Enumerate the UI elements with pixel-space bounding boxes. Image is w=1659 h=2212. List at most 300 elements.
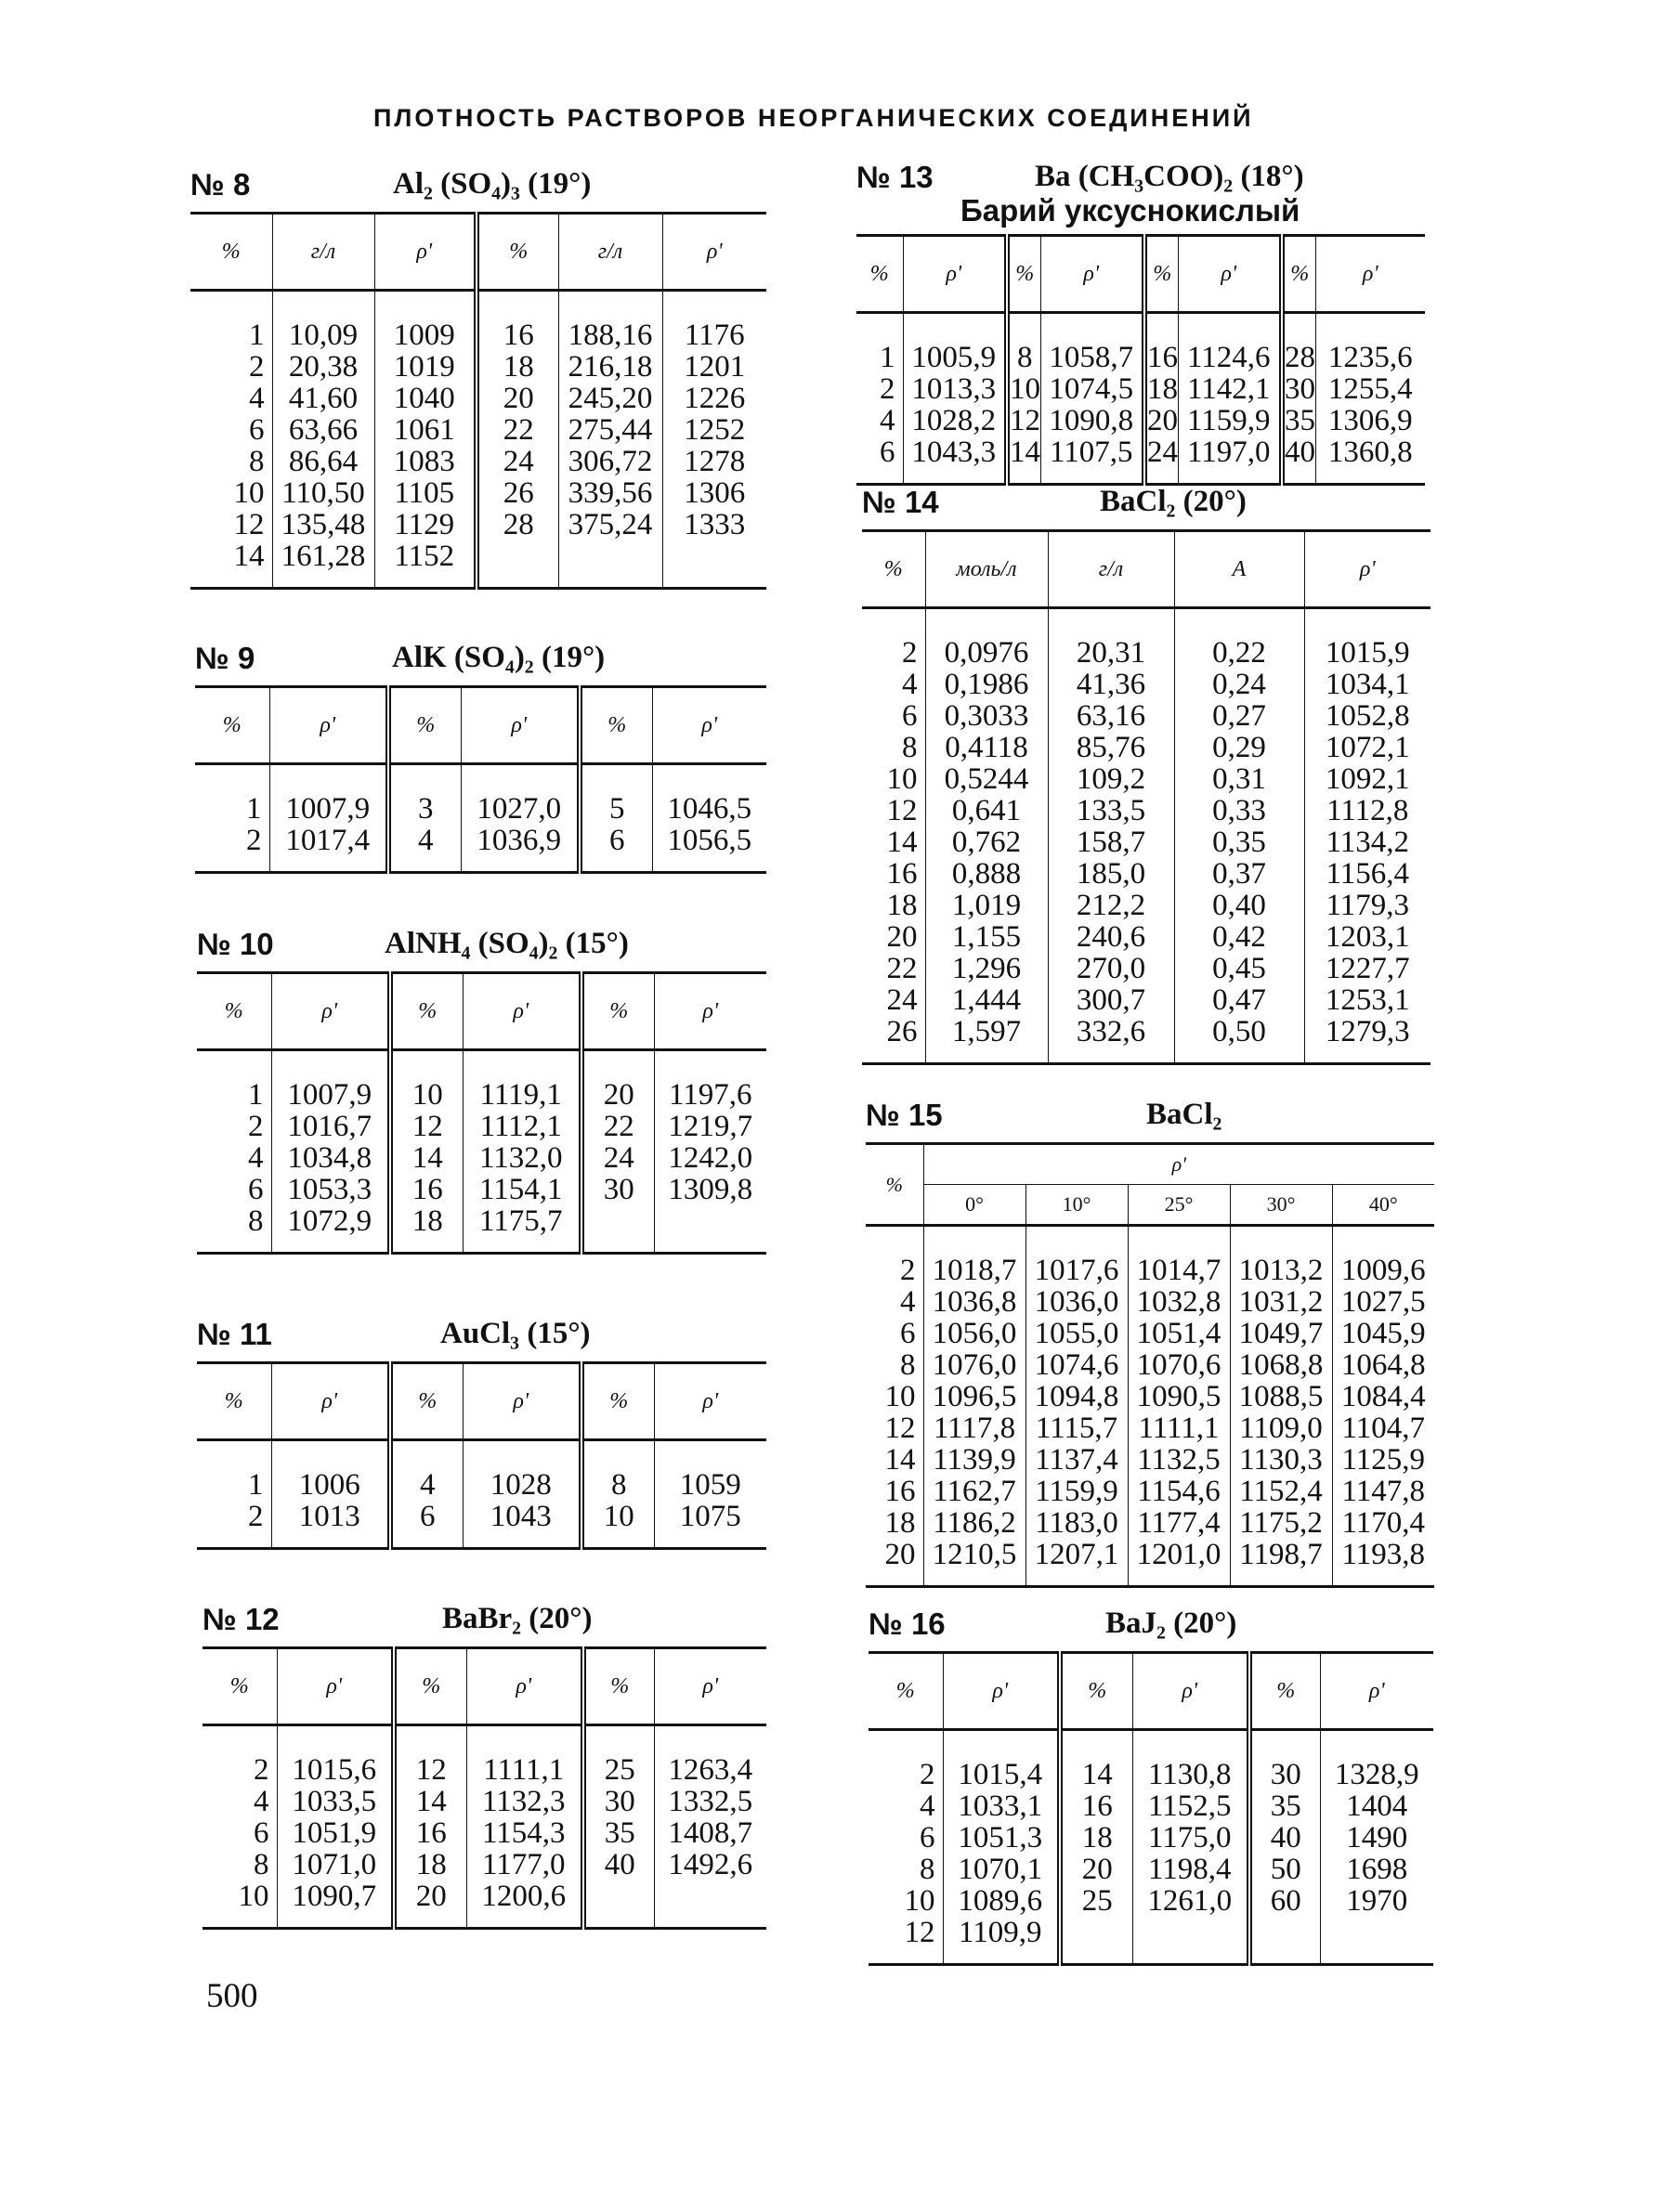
table-15-block bbox=[866, 1098, 1434, 1588]
spacer-cell bbox=[195, 856, 269, 873]
table-row bbox=[862, 984, 1430, 1016]
value-cell: 86,64 bbox=[272, 446, 374, 477]
value-cell: 1045,9 bbox=[1332, 1318, 1434, 1349]
table-row bbox=[862, 1016, 1430, 1047]
spacer-cell bbox=[1132, 1948, 1249, 1965]
table-bottom-rule bbox=[190, 572, 766, 589]
value-cell: 1006 bbox=[271, 1440, 390, 1502]
table-row bbox=[866, 1318, 1434, 1349]
spacer-cell bbox=[269, 856, 388, 873]
spacer-cell bbox=[1048, 1047, 1174, 1064]
value-cell: 24 bbox=[477, 446, 558, 477]
percent-cell: 6 bbox=[248, 1173, 264, 1206]
compound-formula: BaBr₂ (20°) bbox=[442, 1602, 593, 1635]
value-cell: 1176 bbox=[662, 291, 766, 352]
spacer-cell bbox=[925, 1047, 1048, 1064]
table-row bbox=[190, 291, 766, 352]
value-cell: 1154,3 bbox=[466, 1817, 583, 1849]
table-number: № 16 bbox=[869, 1607, 946, 1641]
value-cell: 28 bbox=[477, 509, 558, 540]
value-cell: 16 bbox=[390, 1174, 463, 1205]
spacer-cell bbox=[477, 572, 558, 589]
header-cell: % bbox=[202, 1648, 277, 1725]
value-cell: 5 bbox=[580, 764, 652, 826]
table-number: № 14 bbox=[862, 485, 939, 519]
spacer-cell bbox=[654, 1532, 766, 1549]
value-cell: 1071,0 bbox=[277, 1849, 394, 1880]
percent-cell: 6 bbox=[920, 1821, 935, 1854]
value-cell: 1072,1 bbox=[1304, 732, 1430, 763]
value-cell: 339,56 bbox=[558, 477, 662, 509]
value-cell: 3 bbox=[388, 764, 461, 826]
value-cell: 1083 bbox=[374, 446, 477, 477]
percent-cell: 2 bbox=[880, 372, 895, 406]
compound-formula: Al₂ (SO₄)₃ (19°) bbox=[393, 167, 592, 201]
spacer-cell bbox=[856, 468, 903, 485]
table-bottom-rule bbox=[195, 856, 766, 873]
value-cell: 1492,6 bbox=[654, 1849, 766, 1880]
value-cell: 1016,7 bbox=[271, 1111, 390, 1142]
value-cell: 1152,4 bbox=[1230, 1476, 1332, 1507]
value-cell: 1203,1 bbox=[1304, 921, 1430, 953]
compound-formula: BaJ₂ (20°) bbox=[1105, 1607, 1237, 1640]
page-running-header: ПЛОТНОСТЬ РАСТВОРОВ НЕОРГАНИЧЕСКИХ СОЕДИНЕНИЙ bbox=[373, 104, 1254, 132]
spacer-cell bbox=[1315, 468, 1425, 485]
value-cell bbox=[1320, 1917, 1433, 1948]
percent-cell: 10 bbox=[238, 1880, 269, 1913]
table-row bbox=[862, 953, 1430, 984]
value-cell: 1051,4 bbox=[1128, 1318, 1230, 1349]
table-row bbox=[866, 1444, 1434, 1476]
value-cell: 1094,8 bbox=[1025, 1381, 1128, 1412]
value-cell: 0,50 bbox=[1174, 1016, 1304, 1047]
value-cell: 1201,0 bbox=[1128, 1539, 1230, 1570]
spacer-cell bbox=[1178, 468, 1282, 485]
density-table-14 bbox=[862, 529, 1430, 1065]
spacer-cell bbox=[652, 856, 766, 873]
table-9-block bbox=[195, 641, 766, 874]
value-cell: 1242,0 bbox=[654, 1142, 766, 1174]
value-cell: 306,72 bbox=[558, 446, 662, 477]
value-cell: 0,33 bbox=[1174, 795, 1304, 826]
header-row bbox=[197, 1363, 766, 1440]
compound-formula: BaCl₂ bbox=[1146, 1098, 1222, 1131]
value-cell: 270,0 bbox=[1048, 953, 1174, 984]
header-cell: г/л bbox=[1048, 531, 1174, 608]
table-row bbox=[866, 1539, 1434, 1570]
header-cell: % bbox=[195, 687, 269, 764]
header-cell: % bbox=[197, 973, 271, 1050]
value-cell: 1051,9 bbox=[277, 1817, 394, 1849]
value-cell: 1698 bbox=[1320, 1854, 1433, 1885]
density-table-15 bbox=[866, 1142, 1434, 1588]
value-cell bbox=[662, 540, 766, 572]
value-cell: 1056,5 bbox=[652, 825, 766, 856]
value-cell: 18 bbox=[394, 1849, 466, 1880]
table-row bbox=[866, 1476, 1434, 1507]
value-cell: 1408,7 bbox=[654, 1817, 766, 1849]
value-cell: 1253,1 bbox=[1304, 984, 1430, 1016]
value-cell: 110,50 bbox=[272, 477, 374, 509]
value-cell: 18 bbox=[477, 351, 558, 383]
value-cell: 1109,9 bbox=[943, 1917, 1060, 1948]
value-cell: 1111,1 bbox=[466, 1725, 583, 1787]
spacer-cell bbox=[1128, 1570, 1230, 1587]
value-cell: 25 bbox=[1060, 1885, 1132, 1917]
value-cell: 0,5244 bbox=[925, 763, 1048, 795]
table-bottom-rule bbox=[202, 1912, 766, 1929]
value-cell: 40 bbox=[1249, 1822, 1320, 1854]
value-cell: 1130,8 bbox=[1132, 1730, 1249, 1791]
header-cell: % bbox=[862, 531, 925, 608]
spacer-cell bbox=[390, 1532, 463, 1549]
value-cell bbox=[1132, 1917, 1249, 1948]
table-row bbox=[190, 414, 766, 446]
percent-cell: 6 bbox=[900, 1317, 916, 1350]
value-cell bbox=[1249, 1917, 1320, 1948]
value-cell: 1404 bbox=[1320, 1790, 1433, 1822]
table-10-title bbox=[197, 927, 766, 971]
value-cell: 35 bbox=[1249, 1790, 1320, 1822]
value-cell: 1227,7 bbox=[1304, 953, 1430, 984]
header-cell: ρ' bbox=[374, 214, 477, 291]
percent-cell: 10 bbox=[886, 762, 918, 796]
value-cell: 1064,8 bbox=[1332, 1349, 1434, 1381]
table-14-block bbox=[862, 485, 1430, 1065]
value-cell: 133,5 bbox=[1048, 795, 1174, 826]
value-cell: 0,22 bbox=[1174, 608, 1304, 670]
value-cell: 1076,0 bbox=[923, 1349, 1025, 1381]
header-cell: % bbox=[190, 214, 272, 291]
value-cell: 1130,3 bbox=[1230, 1444, 1332, 1476]
value-cell: 1179,3 bbox=[1304, 890, 1430, 921]
header-cell: % bbox=[197, 1363, 271, 1440]
value-cell: 1111,1 bbox=[1128, 1412, 1230, 1444]
percent-cell: 8 bbox=[900, 1348, 916, 1382]
value-cell: 1109,0 bbox=[1230, 1412, 1332, 1444]
table-row bbox=[197, 1440, 766, 1502]
header-cell: ρ' bbox=[654, 1648, 766, 1725]
value-cell: 1177,0 bbox=[466, 1849, 583, 1880]
spacer-cell bbox=[463, 1532, 581, 1549]
value-cell: 12 bbox=[1007, 405, 1040, 436]
value-cell: 20 bbox=[581, 1050, 654, 1112]
value-cell: 1255,4 bbox=[1315, 373, 1425, 405]
value-cell: 16 bbox=[394, 1817, 466, 1849]
header-row bbox=[856, 236, 1425, 313]
value-cell: 1132,3 bbox=[466, 1786, 583, 1817]
value-cell: 1263,4 bbox=[654, 1725, 766, 1787]
header-row bbox=[869, 1653, 1433, 1730]
table-9-title bbox=[195, 641, 766, 685]
table-bottom-rule bbox=[862, 1047, 1430, 1064]
table-row bbox=[862, 921, 1430, 953]
value-cell: 20 bbox=[1060, 1854, 1132, 1885]
table-row bbox=[856, 313, 1425, 374]
spacer-cell bbox=[394, 1912, 466, 1929]
value-cell: 1137,4 bbox=[1025, 1444, 1128, 1476]
header-row bbox=[197, 973, 766, 1050]
percent-cell: 10 bbox=[233, 476, 265, 510]
value-cell: 1014,7 bbox=[1128, 1226, 1230, 1287]
compound-formula: AlK (SO₄)₂ (19°) bbox=[392, 641, 606, 674]
value-cell: 20,38 bbox=[272, 351, 374, 383]
header-cell: % bbox=[1060, 1653, 1132, 1730]
value-cell: 14 bbox=[390, 1142, 463, 1174]
value-cell: 212,2 bbox=[1048, 890, 1174, 921]
table-14-title bbox=[862, 485, 1430, 529]
spacer-cell bbox=[1332, 1570, 1434, 1587]
value-cell: 1332,5 bbox=[654, 1786, 766, 1817]
compound-formula: BaCl₂ (20°) bbox=[1100, 485, 1247, 518]
value-cell: 63,16 bbox=[1048, 700, 1174, 732]
header-cell: ρ' bbox=[1040, 236, 1144, 313]
percent-cell: 2 bbox=[920, 1758, 935, 1791]
value-cell: 1252 bbox=[662, 414, 766, 446]
spacer-cell bbox=[654, 1912, 766, 1929]
percent-cell: 10 bbox=[884, 1380, 916, 1413]
value-cell: 1129 bbox=[374, 509, 477, 540]
value-cell: 1490 bbox=[1320, 1822, 1433, 1854]
table-row bbox=[862, 826, 1430, 858]
spacer-cell bbox=[1320, 1948, 1433, 1965]
temperature-header-30: 30° bbox=[1230, 1185, 1332, 1226]
value-cell: 1009,6 bbox=[1332, 1226, 1434, 1287]
value-cell: 1156,4 bbox=[1304, 858, 1430, 890]
value-cell: 16 bbox=[1144, 313, 1178, 374]
value-cell: 4 bbox=[390, 1440, 463, 1502]
table-row bbox=[190, 509, 766, 540]
table-bottom-rule bbox=[197, 1237, 766, 1254]
spacer-cell bbox=[463, 1237, 581, 1254]
header-cell: ρ' bbox=[903, 236, 1007, 313]
value-cell: 1197,0 bbox=[1178, 436, 1282, 468]
percent-cell: 1 bbox=[249, 319, 265, 352]
spacer-cell bbox=[1249, 1948, 1320, 1965]
percent-cell: 2 bbox=[900, 1254, 916, 1287]
spacer-cell bbox=[903, 468, 1007, 485]
value-cell: 1177,4 bbox=[1128, 1507, 1230, 1539]
header-cell: г/л bbox=[558, 214, 662, 291]
value-cell bbox=[558, 540, 662, 572]
value-cell: 275,44 bbox=[558, 414, 662, 446]
header-cell: ρ' bbox=[271, 973, 390, 1050]
value-cell: 1112,8 bbox=[1304, 795, 1430, 826]
value-cell: 14 bbox=[1007, 436, 1040, 468]
table-row bbox=[195, 825, 766, 856]
spacer-cell bbox=[271, 1237, 390, 1254]
value-cell: 1049,7 bbox=[1230, 1318, 1332, 1349]
value-cell: 1072,9 bbox=[271, 1205, 390, 1237]
value-cell: 0,42 bbox=[1174, 921, 1304, 953]
header-cell: % bbox=[1282, 236, 1315, 313]
compound-name: Барий уксуснокислый bbox=[960, 193, 1300, 228]
value-cell: 0,27 bbox=[1174, 700, 1304, 732]
table-row bbox=[862, 608, 1430, 670]
table-10-block bbox=[197, 927, 766, 1255]
table-number: № 11 bbox=[197, 1317, 272, 1351]
value-cell: 1068,8 bbox=[1230, 1349, 1332, 1381]
header-row bbox=[202, 1648, 766, 1725]
value-cell: 1056,0 bbox=[923, 1318, 1025, 1349]
header-cell: % bbox=[1144, 236, 1178, 313]
value-cell: 1046,5 bbox=[652, 764, 766, 826]
header-cell: ρ' bbox=[463, 1363, 581, 1440]
percent-cell: 1 bbox=[246, 792, 262, 826]
table-row bbox=[197, 1111, 766, 1142]
value-cell: 1036,9 bbox=[461, 825, 580, 856]
table-8-block bbox=[190, 167, 766, 590]
table-row bbox=[856, 405, 1425, 436]
value-cell: 1309,8 bbox=[654, 1174, 766, 1205]
value-cell: 0,35 bbox=[1174, 826, 1304, 858]
value-cell: 1198,7 bbox=[1230, 1539, 1332, 1570]
value-cell: 25 bbox=[583, 1725, 654, 1787]
value-cell: 1,155 bbox=[925, 921, 1048, 953]
percent-cell: 1 bbox=[248, 1468, 264, 1502]
value-cell: 6 bbox=[390, 1501, 463, 1532]
value-cell: 0,40 bbox=[1174, 890, 1304, 921]
value-cell: 1074,5 bbox=[1040, 373, 1144, 405]
value-cell: 1193,8 bbox=[1332, 1539, 1434, 1570]
percent-cell: 14 bbox=[233, 540, 265, 573]
header-cell: ρ' bbox=[1320, 1653, 1433, 1730]
table-row bbox=[856, 373, 1425, 405]
table-row bbox=[856, 436, 1425, 468]
value-cell bbox=[1060, 1917, 1132, 1948]
spacer-cell bbox=[869, 1948, 943, 1965]
percent-cell: 8 bbox=[249, 445, 265, 478]
value-cell: 1089,6 bbox=[943, 1885, 1060, 1917]
value-cell: 1261,0 bbox=[1132, 1885, 1249, 1917]
percent-cell: 8 bbox=[254, 1848, 269, 1881]
value-cell bbox=[581, 1205, 654, 1237]
spacer-cell bbox=[558, 572, 662, 589]
value-cell: 1009 bbox=[374, 291, 477, 352]
value-cell: 1112,1 bbox=[463, 1111, 581, 1142]
value-cell: 20 bbox=[1144, 405, 1178, 436]
percent-cell: 4 bbox=[902, 668, 918, 701]
value-cell: 1125,9 bbox=[1332, 1444, 1434, 1476]
value-cell: 1053,3 bbox=[271, 1174, 390, 1205]
value-cell: 1070,1 bbox=[943, 1854, 1060, 1885]
spacer-cell bbox=[662, 572, 766, 589]
percent-cell: 2 bbox=[246, 824, 262, 857]
value-cell: 0,47 bbox=[1174, 984, 1304, 1016]
percent-cell: 6 bbox=[902, 699, 918, 733]
percent-cell: 18 bbox=[884, 1506, 916, 1540]
spacer-cell bbox=[466, 1912, 583, 1929]
temperature-header-40: 40° bbox=[1332, 1185, 1434, 1226]
value-cell: 50 bbox=[1249, 1854, 1320, 1885]
value-cell: 1027,0 bbox=[461, 764, 580, 826]
table-16-block bbox=[869, 1607, 1433, 1966]
value-cell: 6 bbox=[580, 825, 652, 856]
density-table-16 bbox=[869, 1651, 1433, 1966]
table-row bbox=[202, 1849, 766, 1880]
percent-cell: 4 bbox=[880, 404, 895, 437]
value-cell: 109,2 bbox=[1048, 763, 1174, 795]
compound-formula: AuCl₃ (15°) bbox=[440, 1317, 591, 1350]
value-cell: 22 bbox=[477, 414, 558, 446]
table-row bbox=[866, 1286, 1434, 1318]
value-cell: 85,76 bbox=[1048, 732, 1174, 763]
table-8-title bbox=[190, 167, 766, 212]
value-cell: 1,597 bbox=[925, 1016, 1048, 1047]
value-cell: 0,3033 bbox=[925, 700, 1048, 732]
value-cell: 1074,6 bbox=[1025, 1349, 1128, 1381]
value-cell: 1360,8 bbox=[1315, 436, 1425, 468]
value-cell: 300,7 bbox=[1048, 984, 1174, 1016]
table-row bbox=[869, 1730, 1433, 1791]
value-cell: 22 bbox=[581, 1111, 654, 1142]
percent-cell: 4 bbox=[254, 1785, 269, 1818]
value-cell: 1132,0 bbox=[463, 1142, 581, 1174]
percent-cell: 4 bbox=[248, 1141, 264, 1175]
value-cell: 1043 bbox=[463, 1501, 581, 1532]
value-cell: 1207,1 bbox=[1025, 1539, 1128, 1570]
value-cell: 1306,9 bbox=[1315, 405, 1425, 436]
percent-cell: 22 bbox=[886, 952, 918, 985]
header-row bbox=[190, 214, 766, 291]
value-cell: 1107,5 bbox=[1040, 436, 1144, 468]
value-cell: 35 bbox=[1282, 405, 1315, 436]
percent-cell: 24 bbox=[886, 983, 918, 1017]
value-cell: 1059 bbox=[654, 1440, 766, 1502]
spacer-cell bbox=[1007, 468, 1040, 485]
spacer-cell bbox=[923, 1570, 1025, 1587]
table-row bbox=[866, 1349, 1434, 1381]
value-cell: 16 bbox=[477, 291, 558, 352]
percent-cell: 16 bbox=[884, 1475, 916, 1508]
value-cell: 60 bbox=[1249, 1885, 1320, 1917]
value-cell: 1226 bbox=[662, 383, 766, 414]
density-table-8 bbox=[190, 212, 766, 590]
value-cell: 240,6 bbox=[1048, 921, 1174, 953]
value-cell: 1132,5 bbox=[1128, 1444, 1230, 1476]
table-row bbox=[866, 1381, 1434, 1412]
value-cell: 1027,5 bbox=[1332, 1286, 1434, 1318]
value-cell: 188,16 bbox=[558, 291, 662, 352]
percent-cell: 6 bbox=[254, 1816, 269, 1850]
value-cell: 161,28 bbox=[272, 540, 374, 572]
value-cell: 1,019 bbox=[925, 890, 1048, 921]
spacer-cell bbox=[1040, 468, 1144, 485]
percent-cell: 2 bbox=[902, 636, 918, 670]
value-cell: 35 bbox=[583, 1817, 654, 1849]
table-13-title bbox=[856, 160, 1425, 234]
value-cell: 40 bbox=[1282, 436, 1315, 468]
header-cell: % bbox=[394, 1648, 466, 1725]
value-cell bbox=[654, 1880, 766, 1912]
value-cell: 1117,8 bbox=[923, 1412, 1025, 1444]
header-row bbox=[862, 531, 1430, 608]
percent-cell: 12 bbox=[884, 1412, 916, 1445]
table-15-title bbox=[866, 1098, 1434, 1142]
value-cell: 1036,8 bbox=[923, 1286, 1025, 1318]
table-row bbox=[866, 1226, 1434, 1287]
header-cell: % bbox=[1249, 1653, 1320, 1730]
value-cell: 1175,7 bbox=[463, 1205, 581, 1237]
value-cell: 10,09 bbox=[272, 291, 374, 352]
value-cell: 16 bbox=[1060, 1790, 1132, 1822]
value-cell: 1034,8 bbox=[271, 1142, 390, 1174]
value-cell: 1090,8 bbox=[1040, 405, 1144, 436]
table-row bbox=[190, 446, 766, 477]
percent-cell: 20 bbox=[886, 920, 918, 954]
value-cell: 375,24 bbox=[558, 509, 662, 540]
table-row bbox=[190, 351, 766, 383]
